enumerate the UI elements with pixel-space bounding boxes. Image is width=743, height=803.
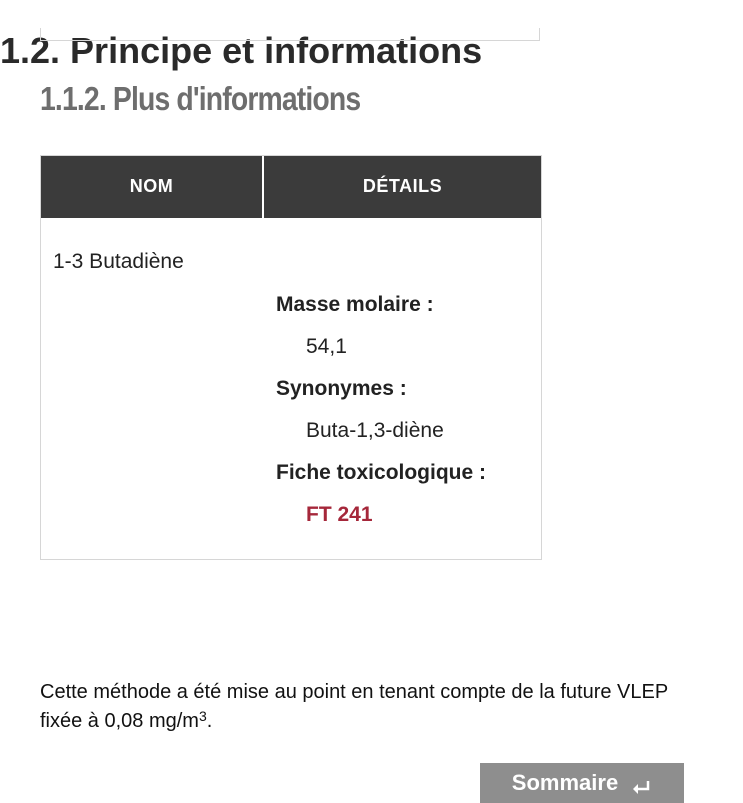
paragraph-text: Cette méthode a été mise au point en tenant compte de la future VLEP fixée à 0,08 mg/m [40, 680, 668, 732]
detail-value-fiche-toxicologique [276, 501, 486, 543]
previous-table-bottom-edge [40, 28, 540, 41]
table-header-row [41, 156, 541, 218]
paragraph-end: . [206, 709, 213, 732]
paragraph-superscript: 3 [198, 707, 207, 724]
column-header-nom: NOM [41, 156, 264, 218]
cell-substance-name: 1-3 Butadiène [53, 249, 184, 273]
detail-term-masse-molaire: Masse molaire : [276, 292, 434, 316]
return-icon [630, 775, 652, 791]
info-table [40, 155, 542, 560]
detail-term-fiche-toxicologique: Fiche toxicologique : [276, 460, 487, 484]
sommaire-button-label: Sommaire [511, 769, 619, 795]
fiche-toxicologique-link[interactable]: FT 241 [306, 502, 373, 526]
cell-details [276, 291, 486, 543]
column-header-details: DÉTAILS [362, 176, 443, 197]
page [0, 30, 743, 802]
detail-value-synonymes: Buta-1,3-diène [306, 418, 444, 442]
sommaire-button[interactable] [480, 763, 684, 803]
detail-term-synonymes: Synonymes : [276, 376, 407, 400]
section-title-plus-informations: 1.1.2. Plus d'informations [40, 79, 361, 117]
principe-paragraph [40, 678, 680, 736]
detail-value-masse-molaire: 54,1 [306, 334, 347, 358]
section-title-principe-informations: 1.2. Principe et informations [0, 29, 483, 71]
